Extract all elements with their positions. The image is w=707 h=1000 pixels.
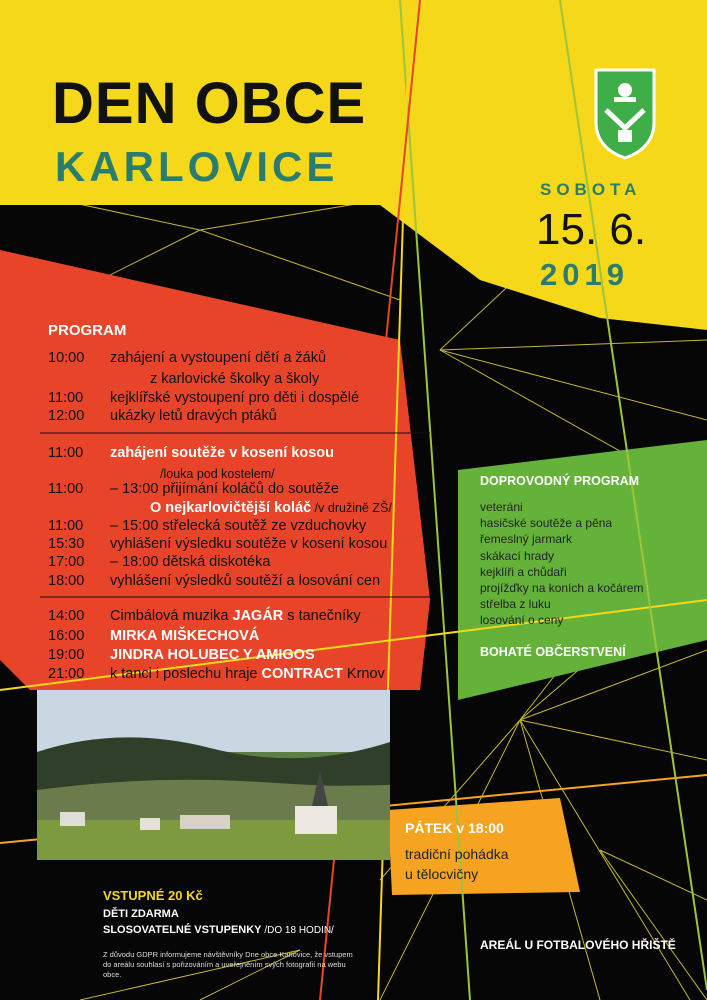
tickets [103,924,334,936]
side-program-item: kejklíři a chůdaři [480,564,567,579]
program-time: 18:00 [48,573,85,589]
program-row [48,350,326,366]
program-desc-main: z karlovické školky a školy [150,371,320,387]
program-row [48,371,319,387]
friday-title: PÁTEK v 18:00 [405,820,504,836]
program-time: 16:00 [48,628,85,644]
program-desc [110,445,334,461]
kids-free: DĚTI ZDARMA [103,908,179,920]
program-desc-main: CONTRACT [261,666,343,682]
program-row [48,518,366,534]
refreshments-label: BOHATÉ OBČERSTVENÍ [480,645,626,659]
program-row [48,647,315,663]
venue: AREÁL U FOTBALOVÉHO HŘIŠTĚ [480,938,676,952]
program-desc [110,408,277,424]
program-row [48,554,270,570]
program-desc-main: JAGÁR [232,608,284,624]
tickets-note: /DO 18 HODIN/ [264,925,334,936]
village-name: KARLOVICE [55,143,339,190]
event-title: DEN OBCE [52,71,367,136]
program-row [48,536,387,552]
program-desc [110,536,387,552]
program-time: 11:00 [48,518,84,534]
program-desc [110,608,361,624]
program-desc [160,466,275,482]
program-time: 11:00 [48,481,84,497]
program-time: 10:00 [48,350,85,366]
program-row [48,628,259,644]
side-program-item: veteráni [480,500,523,514]
program-desc [110,647,315,663]
program-desc [110,573,380,589]
program-desc-main: – 13:00 přijímání koláčů do soutěže [110,481,339,497]
program-divider [40,432,430,434]
program-time: 21:00 [48,666,85,682]
program-desc [110,628,259,644]
program-desc-rest: /v družině ZŠ/ [311,501,392,515]
friday-line-2: u tělocvičny [405,866,479,882]
program-desc-main: – 15:00 střelecká soutěž ze vzduchovky [110,518,367,534]
program-time: 17:00 [48,554,85,570]
program-time: 12:00 [48,408,85,424]
program-row [48,445,334,461]
entry-fee [103,888,203,903]
side-program-item: řemeslný jarmark [480,532,573,547]
program-row [48,390,359,406]
tickets-label: SLOSOVATELNÉ VSTUPENKY [103,924,262,936]
program-desc [110,554,270,570]
program-row [48,573,380,589]
program-desc [150,371,319,387]
program-row [48,608,361,624]
program-time: 11:00 [48,445,84,461]
event-year: 2019 [540,257,629,292]
side-program-item: hasičské soutěže a pěna [480,516,613,531]
program-time: 11:00 [48,390,84,406]
program-desc-rest: Krnov [342,666,385,682]
event-date: 15. 6. [536,205,647,254]
program-desc [150,500,392,516]
program-row [48,481,339,497]
program-desc-pre: k tanci i poslechu hraje [110,666,262,682]
side-program-item: losování o ceny [480,613,564,628]
program-row [48,466,275,482]
program-desc-pre: Cimbálová muzika [110,608,233,624]
side-program-item: střelba z luku [480,597,551,612]
program-desc-main: vyhlášení výsledku soutěže v kosení kosou [110,536,388,552]
program-desc-main: kejklířské vystoupení pro děti i dospělé [110,390,360,406]
gdpr-notice: Z důvodu GDPR informujeme návštěvníky Dne obce Karlovice, že vstupem do areálu souhlasí s pořizováním a uveřejněním svých fotografií na webu obce. [103,950,353,979]
program-desc-main: JINDRA HOLUBEC Y AMIGOS [110,647,315,663]
program-desc [110,350,326,366]
event-weekday: SOBOTA [540,180,642,199]
program-time: 14:00 [48,608,85,624]
program-desc-main: zahájení soutěže v kosení kosou [110,445,335,461]
program-desc-main: /louka pod kostelem/ [160,467,275,481]
program-desc-main: zahájení a vystoupení dětí a žáků [110,350,327,366]
program-desc-main: MIRKA MIŠKECHOVÁ [110,628,260,644]
program-desc [110,481,339,497]
program-desc-main: vyhlášení výsledků soutěží a losování cen [110,573,381,589]
program-desc [110,666,385,682]
friday-line-1: tradiční pohádka [405,846,509,862]
program-desc-main: – 18:00 dětská diskotéka [110,554,271,570]
program-time: 19:00 [48,647,85,663]
program-desc-rest: s tanečníky [283,608,361,624]
program-row [48,500,392,516]
program-desc-main: ukázky letů dravých ptáků [110,408,277,424]
program-title: PROGRAM [48,322,127,339]
program-row [48,666,385,682]
landscape-photo [37,690,390,860]
program-desc [110,390,359,406]
program-divider [40,596,430,598]
program-desc [110,518,366,534]
program-row [48,408,277,424]
side-program-item: projížďky na koních a kočárem [480,581,644,595]
program-desc-main: O nejkarlovičtější koláč [150,500,312,516]
side-program-title: DOPROVODNÝ PROGRAM [480,474,640,488]
entry-fee-value: 20 Kč [168,888,203,903]
coat-of-arms-icon [596,70,654,158]
entry-fee-label: VSTUPNÉ [103,888,165,903]
side-program-item: skákací hrady [480,548,555,563]
program-time: 15:30 [48,536,85,552]
